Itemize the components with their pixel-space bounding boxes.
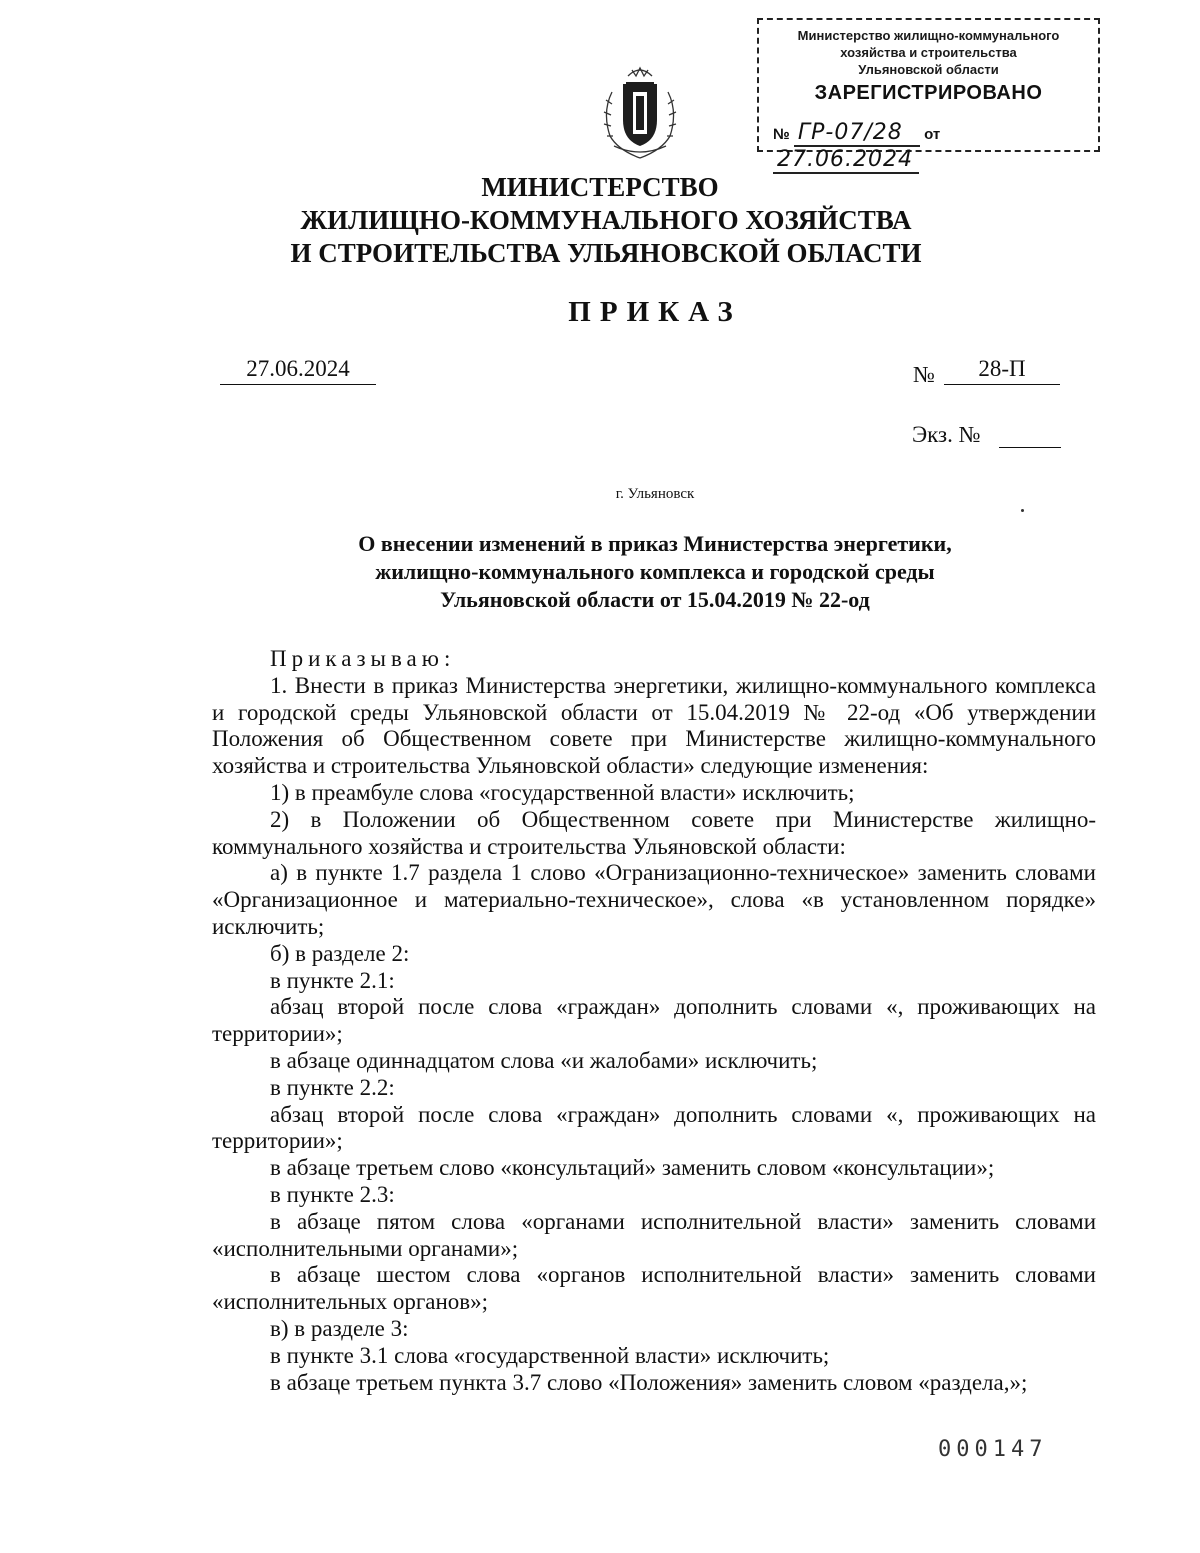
order-number-label: № xyxy=(913,362,935,387)
body-paragraph: в абзаце одиннадцатом слова «и жалобами» исключить; xyxy=(270,1047,818,1073)
coat-of-arms-icon xyxy=(598,62,682,162)
body-paragraph: б) в разделе 2: xyxy=(270,940,410,966)
body-paragraph: 2) в Положении об Общественном совете при Министерстве жилищно-коммунального хозяйства и строительства Ульяновской области: xyxy=(212,806,1096,859)
body-paragraph: в пункте 3.1 слова «государственной власти» исключить; xyxy=(270,1342,830,1368)
body-paragraph: в пункте 2.3: xyxy=(270,1181,395,1207)
copy-number-blank xyxy=(999,447,1061,448)
document-type: ПРИКАЗ xyxy=(568,296,742,328)
title-line-1: О внесении изменений в приказ Министерства энергетики, xyxy=(358,531,952,556)
document-title xyxy=(0,530,1200,614)
stamp-number-row xyxy=(773,120,1088,172)
title-line-3: Ульяновской области от 15.04.2019 № 22-од xyxy=(440,587,870,612)
body-paragraph: в абзаце третьем слово «консультаций» заменить словом «консультации»; xyxy=(270,1155,995,1181)
document-body xyxy=(212,646,1096,1396)
ministry-name-line-2: ЖИЛИЩНО-КОММУНАЛЬНОГО ХОЗЯЙСТВА xyxy=(300,205,912,235)
body-paragraph: абзац второй после слова «граждан» дополнить словами «, проживающих на территории»; xyxy=(212,1101,1096,1154)
registration-stamp xyxy=(757,18,1100,172)
stamp-num-label: № xyxy=(773,126,790,143)
stamp-line-3: Ульяновской области xyxy=(858,62,999,77)
body-paragraph: в) в разделе 3: xyxy=(270,1315,409,1341)
stamp-line-1: Министерство жилищно-коммунального xyxy=(797,28,1060,43)
body-paragraph: 1. Внести в приказ Министерства энергетики, жилищно-коммунального комплекса и городской среды Ульяновской области от 15.04.2019 № 22-од «Об утверждении Положения об Общественном совете при Министерстве жилищно-коммунального хозяйства и строительства Ульяновской области» следующие изменения: xyxy=(212,672,1096,779)
body-paragraph: абзац второй после слова «граждан» дополнить словами «, проживающих на территории»; xyxy=(212,994,1096,1047)
body-paragraph: 1) в преамбуле слова «государственной власти» исключить; xyxy=(270,779,855,805)
city: г. Ульяновск xyxy=(615,486,695,502)
body-paragraph: в абзаце шестом слова «органов исполнительной власти» заменить словами «исполнительных органов»; xyxy=(212,1262,1096,1315)
body-paragraph: в пункте 2.2: xyxy=(270,1074,395,1100)
speck xyxy=(1021,509,1024,512)
stamp-status: ЗАРЕГИСТРИРОВАНО xyxy=(814,82,1043,104)
copy-number-label: Экз. № xyxy=(912,422,981,447)
body-paragraph: в абзаце пятом слова «органами исполнительной власти» заменить словами «исполнительными органами»; xyxy=(212,1208,1096,1261)
ministry-name-line-3: И СТРОИТЕЛЬСТВА УЛЬЯНОВСКОЙ ОБЛАСТИ xyxy=(290,238,922,268)
body-paragraph: Приказываю: xyxy=(270,646,456,671)
stamp-num-value: ГР-07/28 xyxy=(794,120,920,147)
order-number: 28-П xyxy=(944,356,1060,385)
page-number: 000147 xyxy=(938,1437,1048,1462)
stamp-date-label: от xyxy=(924,126,941,143)
order-date: 27.06.2024 xyxy=(220,356,376,385)
ministry-name-line-1: МИНИСТЕРСТВО xyxy=(481,172,719,202)
stamp-line-2: хозяйства и строительства xyxy=(840,45,1017,60)
stamp-date-value: 27.06.2024 xyxy=(773,147,919,174)
body-paragraph: а) в пункте 1.7 раздела 1 слово «Огранизационно-техническое» заменить словами «Организационное и материально-техническое», слова «в установленном порядке» исключить; xyxy=(212,860,1096,939)
title-line-2: жилищно-коммунального комплекса и городской среды xyxy=(375,559,935,584)
body-paragraph: в пункте 2.1: xyxy=(270,967,395,993)
body-paragraph: в абзаце третьем пункта 3.7 слово «Положения» заменить словом «раздела,»; xyxy=(270,1369,1028,1395)
